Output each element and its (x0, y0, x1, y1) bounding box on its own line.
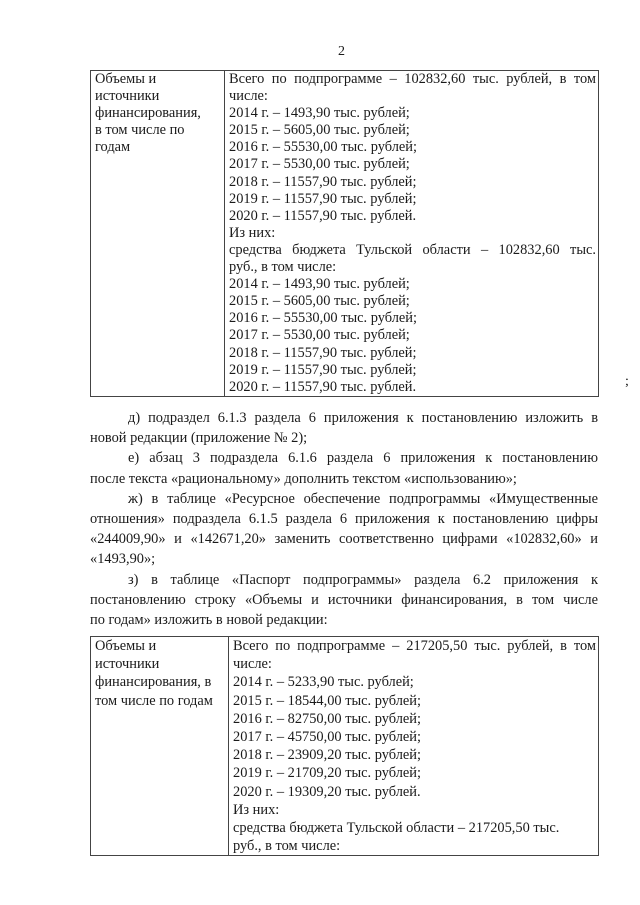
table-row (91, 71, 599, 397)
paragraph (90, 448, 598, 488)
financing-table-old (90, 70, 599, 397)
table-row (91, 637, 599, 856)
row-value-cell (225, 71, 599, 397)
paragraph-line: после текста «рациональному» дополнить текстом «использованию»; (90, 470, 517, 487)
cell-line: финансирования, в (95, 674, 212, 691)
cell-line: 2016 г. – 55530,00 тыс. рублей; (229, 139, 417, 156)
cell-line: источники (95, 88, 160, 105)
cell-line: 2017 г. – 5530,00 тыс. рублей; (229, 156, 410, 173)
cell-line: 2015 г. – 5605,00 тыс. рублей; (229, 293, 410, 310)
cell-line: Из них: (229, 224, 276, 241)
cell-line: Из них: (233, 801, 280, 818)
cell-line: 2019 г. – 11557,90 тыс. рублей; (229, 361, 417, 378)
cell-line: 2016 г. – 82750,00 тыс. рублей; (233, 710, 421, 727)
cell-line: руб., в том числе: (229, 259, 337, 276)
amendment-paragraphs (90, 408, 598, 630)
trailing-semicolon: ; (625, 374, 629, 389)
row-label-cell (91, 71, 225, 397)
page-number: 2 (338, 44, 345, 59)
cell-line: числе: (229, 88, 268, 105)
cell-line: 2015 г. – 5605,00 тыс. рублей; (229, 122, 410, 139)
paragraph (90, 489, 598, 570)
paragraph-line: е) абзац 3 подраздела 6.1.6 раздела 6 приложения к постановлению (128, 450, 598, 467)
cell-line: 2020 г. – 11557,90 тыс. рублей. (229, 378, 417, 395)
cell-line: финансирования, (95, 105, 201, 122)
row-label-cell (91, 637, 229, 856)
cell-line: Объемы и (95, 638, 157, 654)
paragraph-line: новой редакции (приложение № 2); (90, 430, 308, 447)
cell-line: числе: (233, 656, 272, 673)
paragraph (90, 408, 598, 448)
cell-line: 2020 г. – 11557,90 тыс. рублей. (229, 207, 417, 224)
cell-line: 2019 г. – 21709,20 тыс. рублей; (233, 765, 421, 782)
cell-line: 2014 г. – 1493,90 тыс. рублей; (229, 105, 410, 122)
cell-line: 2017 г. – 45750,00 тыс. рублей; (233, 729, 421, 746)
cell-line: Всего по подпрограмме – 217205,50 тыс. рублей, в том (233, 638, 596, 654)
cell-line: средства бюджета Тульской области – 217205,50 тыс. (233, 820, 560, 837)
cell-line: 2018 г. – 23909,20 тыс. рублей; (233, 747, 421, 764)
row-value-cell (229, 637, 599, 856)
cell-line: 2014 г. – 5233,90 тыс. рублей; (233, 674, 414, 691)
cell-line: 2018 г. – 11557,90 тыс. рублей; (229, 173, 417, 190)
paragraph-line: отношения» подраздела 6.1.5 раздела 6 приложения к постановлению цифры (90, 511, 598, 528)
cell-line: Всего по подпрограмме – 102832,60 тыс. рублей, в том (229, 71, 596, 87)
paragraph-line: по годам» изложить в новой редакции: (90, 612, 328, 629)
cell-line: 2014 г. – 1493,90 тыс. рублей; (229, 276, 410, 293)
cell-line: 2018 г. – 11557,90 тыс. рублей; (229, 344, 417, 361)
cell-line: 2016 г. – 55530,00 тыс. рублей; (229, 310, 417, 327)
paragraph-line: з) в таблице «Паспорт подпрограммы» раздела 6.2 приложения к (128, 571, 598, 588)
financing-table-new (90, 636, 599, 856)
cell-line: в том числе по (95, 122, 185, 139)
paragraph (90, 570, 598, 631)
cell-line: 2020 г. – 19309,20 тыс. рублей. (233, 783, 421, 800)
cell-line: Объемы и (95, 71, 157, 87)
cell-line: том числе по годам (95, 692, 213, 709)
paragraph-line: «1493,90»; (90, 551, 156, 568)
paragraph-line: ж) в таблице «Ресурсное обеспечение подпрограммы «Имущественные (128, 490, 598, 507)
cell-line: годам (95, 139, 131, 156)
cell-line: источники (95, 656, 160, 673)
cell-line: 2015 г. – 18544,00 тыс. рублей; (233, 692, 421, 709)
paragraph-line: постановлению строку «Объемы и источники финансирования, в том числе (90, 591, 598, 608)
cell-line: средства бюджета Тульской области – 102832,60 тыс. (229, 241, 596, 258)
cell-line: руб., в том числе: (233, 838, 341, 855)
paragraph-line: «244009,90» и «142671,20» заменить соответственно цифрами «102832,60» и (90, 531, 598, 548)
cell-line: 2019 г. – 11557,90 тыс. рублей; (229, 190, 417, 207)
cell-line: 2017 г. – 5530,00 тыс. рублей; (229, 327, 410, 344)
paragraph-line: д) подраздел 6.1.3 раздела 6 приложения к постановлению изложить в (128, 410, 598, 426)
